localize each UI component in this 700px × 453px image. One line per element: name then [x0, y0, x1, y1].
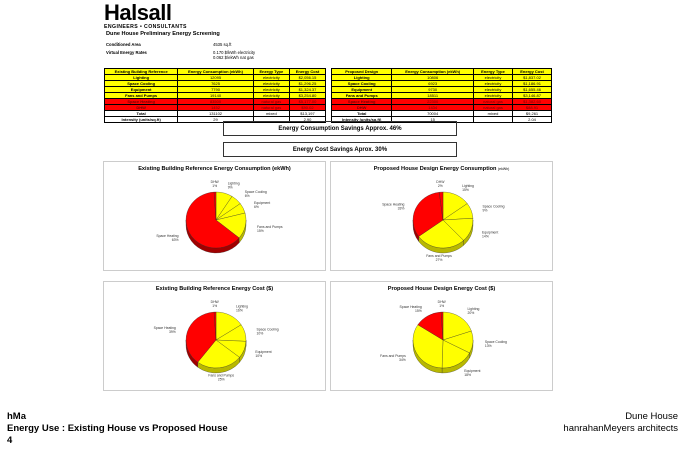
row-type: mixed	[473, 111, 512, 117]
row-consumption: 1452	[178, 105, 254, 111]
pie-slice-label: Space Cooling 13%	[484, 339, 507, 348]
energy-rate-gas: 0.062 $/ekWh nat gas	[213, 55, 254, 60]
logo-tagline: ENGINEERS • CONSULTANTS	[104, 24, 187, 30]
chart-title-text: Proposed House Design Energy Consumption	[373, 166, 497, 172]
pie-slice-label: Space Cooling 10%	[256, 327, 279, 336]
chart-existing-consumption	[103, 161, 326, 271]
table-header: Energy Type	[253, 69, 289, 75]
row-type: natural gas	[473, 105, 512, 111]
row-consumption: 1434	[392, 105, 474, 111]
energy-rates-label: Virtual Energy Rates	[106, 50, 147, 55]
document-meta	[106, 42, 255, 63]
row-type: natural gas	[253, 105, 289, 111]
pie-slice-label: Equipment 6%	[254, 201, 271, 210]
row-cost: $1,324.37	[289, 87, 325, 93]
row-consumption: 22300	[392, 99, 474, 105]
row-consumption: 6923	[392, 81, 474, 87]
pie-chart	[331, 162, 554, 272]
cost-savings-banner: Energy Cost Savings Aprox. 30%	[223, 142, 457, 157]
row-cost: $88.91	[513, 105, 552, 111]
pie-slice-label: Space Heating 33%	[382, 202, 405, 211]
row-consumption: 7790	[178, 87, 254, 93]
proposed-energy-table	[331, 68, 552, 123]
table-header: Energy Consumption (ekWh)	[178, 69, 254, 75]
pie-slice-label: Space Heating 15%	[399, 305, 422, 314]
row-type: electricity	[253, 75, 289, 81]
row-consumption: 12095	[178, 75, 254, 81]
row-label: Lighting	[332, 75, 392, 81]
table-header: Energy Cost	[289, 69, 325, 75]
existing-energy-table	[104, 68, 326, 123]
row-cost: $1,655.46	[513, 87, 552, 93]
pie-slice-label: Fans and Pumps 15%	[256, 225, 283, 234]
row-cost: $90.02	[289, 105, 325, 111]
pie-slice-label: Lighting 16%	[236, 304, 248, 313]
pie-slice-label: DHW 1%	[210, 180, 219, 189]
footer-right	[563, 411, 678, 435]
row-type: electricity	[473, 81, 512, 87]
pie-slice-label: Fans and Pumps 34%	[380, 354, 406, 363]
chart-title-text: Proposed House Design Energy Cost ($)	[387, 286, 496, 292]
row-consumption: 29	[178, 117, 254, 123]
footer-firm-name: hanrahanMeyers architects	[563, 423, 678, 434]
row-type: natural gas	[473, 99, 512, 105]
row-cost: $2,056.15	[289, 75, 325, 81]
pie-slice-label: Fans and Pumps 27%	[426, 253, 452, 262]
table-header: Existing Building Reference	[105, 69, 178, 75]
pie-slice-label: Equipment 10%	[255, 349, 272, 358]
footer-page-number: 4	[7, 435, 13, 446]
row-type: electricity	[473, 93, 512, 99]
row-cost: $5,177.00	[289, 99, 325, 105]
row-consumption: 83500	[178, 99, 254, 105]
table-header: Proposed Design	[332, 69, 392, 75]
pie-slice-label: Lighting 9%	[227, 181, 240, 190]
row-label: Intensity (units/sq.ft)	[332, 117, 392, 123]
row-type: electricity	[473, 87, 512, 93]
row-cost: $13,197	[289, 111, 325, 117]
conditioned-area-label: Conditioned Area	[106, 42, 141, 47]
row-label: Fans and Pumps	[105, 93, 178, 99]
table-header: Energy Type	[473, 69, 512, 75]
row-cost: $1,296.25	[289, 81, 325, 87]
chart-title-text: Existing Building Reference Energy Cost ($)	[155, 286, 274, 292]
pie-slice-label: DHW 2%	[436, 180, 445, 189]
row-consumption: 131102	[178, 111, 254, 117]
logo-name: Halsall	[104, 0, 172, 25]
chart-proposed-cost	[330, 281, 553, 391]
chart-proposed-consumption	[330, 161, 553, 271]
row-cost: $3,254.80	[289, 93, 325, 99]
pie-chart	[104, 162, 327, 272]
row-cost: $1,837.02	[513, 75, 552, 81]
energy-rate-electricity: 0.170 $/kWh electricity	[213, 50, 256, 55]
row-label: Total	[332, 111, 392, 117]
pie-chart	[331, 282, 554, 392]
footer-left	[7, 411, 228, 447]
row-type	[473, 117, 512, 123]
row-consumption: 15	[392, 117, 474, 123]
row-cost: $1,382.60	[513, 99, 552, 105]
row-consumption: 10806	[392, 75, 474, 81]
table-header: Energy Cost	[513, 69, 552, 75]
pie-slice-label: Space Cooling 9%	[482, 204, 505, 213]
row-type: mixed	[253, 111, 289, 117]
pie-chart	[104, 282, 327, 392]
row-label: Intensity (units/sq.ft)	[105, 117, 178, 123]
row-type: electricity	[253, 87, 289, 93]
row-label: Total	[105, 111, 178, 117]
row-consumption: 7625	[178, 81, 254, 87]
pie-slice-label: Space Cooling 6%	[244, 190, 267, 199]
footer-firm-short: hMa	[7, 411, 26, 422]
conditioned-area-value: 4535 sq.ft	[213, 42, 232, 47]
pie-slice-label: DHW 1%	[210, 300, 219, 309]
row-label: DHW	[105, 105, 178, 111]
chart-existing-cost	[103, 281, 326, 391]
row-type: electricity	[253, 81, 289, 87]
row-consumption: 9730	[392, 87, 474, 93]
row-label: Space Cooling	[105, 81, 178, 87]
row-type: electricity	[473, 75, 512, 81]
row-type: electricity	[253, 93, 289, 99]
row-cost: 2.90	[289, 117, 325, 123]
consumption-savings-banner: Energy Consumption Savings Approx. 46%	[223, 121, 457, 136]
row-consumption: 19140	[178, 93, 254, 99]
pie-slice-label: Fans and Pumps 25%	[208, 373, 235, 382]
chart-title-small: (ekWh)	[498, 167, 510, 171]
row-label: Equipment	[332, 87, 392, 93]
pie-slice-label: DHW 1%	[437, 300, 446, 309]
pie-slice-label: Lighting 20%	[467, 306, 480, 315]
row-label: Lighting	[105, 75, 178, 81]
pie-slice-label: Space Heating 63%	[156, 233, 179, 242]
footer-project-name: Dune House	[625, 411, 678, 422]
pie-slice-label: Lighting 15%	[462, 184, 474, 193]
document-title: Dune House Preliminary Energy Screening	[106, 31, 220, 37]
pie-slice-label: Space Heating 39%	[153, 326, 176, 335]
chart-title-text: Existing Building Reference Energy Consumption (ekWh)	[138, 166, 291, 172]
table-header: Energy Consumption (ekWh)	[392, 69, 474, 75]
pie-slice-label: Equipment 14%	[482, 230, 499, 239]
row-consumption: 18511	[392, 93, 474, 99]
row-label: Space Cooling	[332, 81, 392, 87]
row-consumption: 70004	[392, 111, 474, 117]
footer-sheet-title: Energy Use : Existing House vs Proposed House	[7, 423, 228, 434]
row-cost: $3,146.87	[513, 93, 552, 99]
row-cost: 2.04	[513, 117, 552, 123]
row-label: Equipment	[105, 87, 178, 93]
row-type: natural gas	[253, 99, 289, 105]
halsall-logo	[104, 2, 224, 30]
row-label: Fans and Pumps	[332, 93, 392, 99]
row-label: Space Heating	[332, 99, 392, 105]
pie-slice-label: Equipment 18%	[464, 368, 481, 377]
row-label: Space Heating	[105, 99, 178, 105]
row-cost: $1,186.91	[513, 81, 552, 87]
row-cost: $9,261	[513, 111, 552, 117]
row-label: DHW	[332, 105, 392, 111]
